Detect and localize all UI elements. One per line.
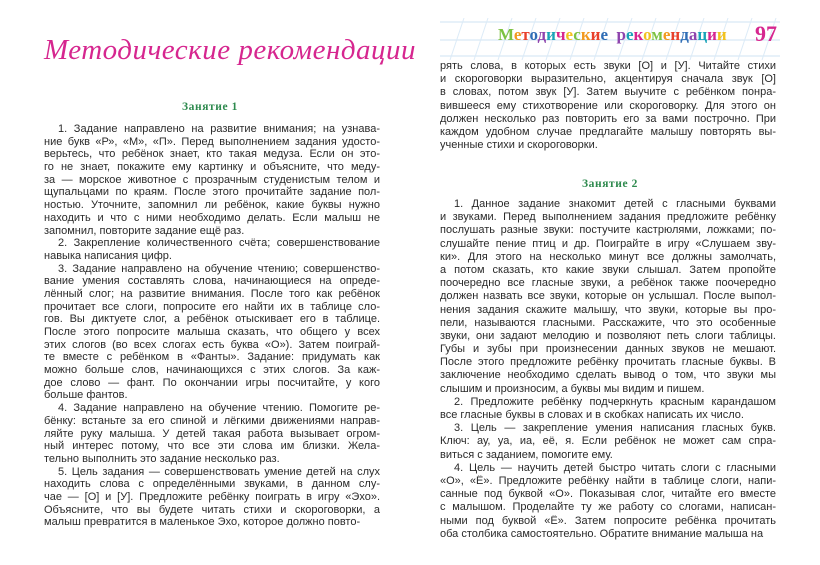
text-line: те вместе с ребёнком в «Фанты». Задание: придумать как: [44, 351, 380, 364]
text-line: «О», «Ё». Предложите ребёнку найти в таблице слоги, напи-: [440, 474, 776, 487]
guide-slant-line: [474, 18, 488, 60]
text-line: Губы и зубы при произнесении данных звуков не мешают.: [440, 343, 776, 356]
header-letter: е: [662, 25, 671, 44]
text-line: чае — [О] и [У]. Предложите ребёнку поиграть в игру «Эхо».: [44, 490, 380, 503]
text-line: запомнил, повторите задание ещё раз.: [44, 224, 245, 237]
header-letter: к: [633, 25, 644, 44]
text-line: ный интерес потому, что все эти слова им близки. Жела-: [44, 440, 380, 453]
header-letter: и: [546, 25, 556, 44]
text-line: находить и что с ними необходимо делать. Если малыш не: [44, 211, 380, 224]
lesson-1-heading: Занятие 1: [181, 101, 239, 113]
paragraph: [44, 402, 380, 465]
text-line: а потом сказать, кто какие звуки слышал. Затем пропойте: [440, 263, 776, 276]
text-line: можно больше слов, начинающихся с этих слогов. За каж-: [44, 364, 380, 377]
header-letter: е: [513, 25, 522, 44]
header-letter: д: [537, 25, 547, 44]
text-line: в словах, потом звук [У]. Затем выучите с ребёнком понра-: [440, 86, 776, 99]
text-line: лённый слог; на развитие внимания. После того как ребёнок: [44, 287, 380, 300]
text-line: поочередно все гласные звуки, а ребёнок также поочередно: [440, 277, 776, 290]
text-line: 4. Цель — научить детей быстро читать слоги с гласными: [454, 461, 776, 474]
text-line: верьтесь, что ребёнок знает, кто такая медуза. Если он это-: [44, 148, 380, 161]
paragraph: [44, 263, 380, 403]
text-line: После этого попросите малыша сказать, что общего у всех: [44, 326, 380, 338]
text-line: пели, называются гласными. Расскажите, что это особенные: [440, 316, 776, 329]
text-line: находить слова с определёнными звуками, в данном слу-: [44, 478, 380, 491]
text-line: 1. Данное задание знакомит детей с гласными буквами: [454, 198, 776, 210]
header-letter: и: [590, 25, 601, 44]
text-line: звуки, они задают мелодию и позволяют петь слоги таблицы.: [440, 329, 776, 342]
text-line: все гласные буквы в словах и в скобках написать их число.: [440, 409, 744, 421]
text-line: послушать разные звуки: постучите кастрюлями, ложками; по-: [440, 224, 776, 237]
text-line: тельно выполнить это задание несколько раз.: [44, 452, 280, 465]
paragraph: [440, 462, 776, 541]
header-letter: н: [670, 25, 681, 44]
header-letter: к: [580, 25, 591, 44]
header-letter: е: [600, 25, 608, 44]
text-line: и скороговорки выразительно, акцентируя сначала звук [О]: [440, 73, 776, 86]
text-line: прочитает все слоги, попросите его найти их в таблице сло-: [44, 300, 380, 313]
text-line: После этого предложите ребёнку прочитать гласные буквы. В: [440, 356, 776, 369]
paragraph: [440, 422, 776, 462]
text-line: бёнку: встаньте за его спиной и лёгкими движениями направ-: [44, 414, 380, 427]
header-letter: о: [529, 25, 538, 44]
header-letter: ц: [697, 25, 708, 44]
paragraph: [44, 237, 380, 262]
text-line: нения задания скажите малышу, что звуки, которые вы про-: [440, 303, 776, 316]
text-line: 3. Задание направлено на обучение чтению; совершенство-: [58, 262, 380, 275]
text-line: гов. Вы диктуете слог, а ребёнок отыскивает его в таблице.: [44, 313, 380, 326]
text-line: 2. Предложите ребёнку подчеркнуть красным карандашом: [454, 395, 776, 408]
text-line: рять слова, в которых есть звуки [О] и [У]. Читайте стихи: [440, 60, 776, 72]
running-header-title: [498, 25, 743, 45]
header-letter: ч: [555, 25, 566, 44]
header-letter: т: [521, 25, 530, 44]
text-line: за — морское животное с прозрачным студенистым телом и: [44, 173, 380, 186]
header-letter: д: [680, 25, 689, 44]
continuation-text: [440, 60, 776, 152]
paragraph: [44, 123, 380, 237]
header-letter: о: [643, 25, 652, 44]
text-line: каждом удобном случае предлагайте малышу повторять вы-: [440, 125, 776, 138]
page-title: Методические рекомендации: [44, 34, 417, 66]
text-line: слышим и произносим, а буквы мы видим и пишем.: [440, 382, 705, 395]
text-line: ки». Для этого на несколько минут все должны замолчать,: [440, 250, 776, 263]
header-letter: и: [716, 25, 727, 44]
text-line: 2. Закрепление количественного счёта; совершенствование: [58, 237, 380, 250]
right-page: [410, 0, 820, 565]
text-line: щупальцами по краям. После этого прочитайте задание пол-: [44, 186, 380, 199]
paragraph: [440, 60, 776, 152]
header-letter: м: [651, 25, 663, 44]
text-line: слушайте пение птиц и др. Поиграйте в игру «Слушаем зву-: [440, 237, 776, 250]
header-letter: и: [707, 25, 717, 44]
text-line: этих слогов (во всех слогах есть буква «О»). Затем поиграй-: [44, 338, 380, 351]
text-line: ученные стихи и скороговорки.: [440, 139, 598, 152]
text-line: 1. Задание направлено на развитие внимания; на узнава-: [58, 123, 380, 135]
text-line: дое слово — фант. По окончании игры посчитайте, у кого: [44, 376, 380, 389]
text-line: ляйте руку малыша. У детей такая работа вызывает огром-: [44, 427, 380, 440]
text-line: 5. Цель задания — совершенствовать умение детей на слух: [58, 465, 380, 478]
header-letter: с: [573, 25, 581, 44]
lesson-2-text: [440, 198, 776, 541]
text-line: навыка написания цифр.: [44, 249, 172, 262]
header-letter: е: [625, 25, 634, 44]
header-letter: е: [565, 25, 574, 44]
text-line: с малышом. Проделайте ту же работу со слогами, написан-: [440, 501, 776, 514]
text-line: 3. Цель — закрепление умения написания гласных букв.: [454, 422, 776, 435]
text-line: Ключ: ау, уа, иа, её, я. Если ребёнок не может сам спра-: [440, 435, 776, 448]
text-line: санные под буквой «О». Показывая слог, читайте его вместе: [440, 488, 776, 501]
text-line: ние букв «Р», «М», «П». Перед выполнением задания удосто-: [44, 135, 380, 148]
text-line: ностью. Уточните, запомнил ли ребёнок, какие буквы нужно: [44, 199, 380, 212]
paragraph: [44, 466, 380, 529]
header-letter: р: [616, 25, 626, 44]
paragraph: [440, 198, 776, 396]
page-number: 97: [755, 21, 777, 46]
text-line: Объясните, что вы будете читать стихи и скороговорки, а: [44, 503, 380, 516]
lesson-1-text: [44, 123, 380, 529]
text-line: вившееся ему стихотворение или скороговорку. Для этого он: [440, 99, 776, 112]
lesson-2-heading: Занятие 2: [581, 178, 639, 190]
guide-slant-line: [450, 18, 464, 60]
header-letter: а: [688, 25, 698, 44]
header-letter: М: [498, 25, 514, 44]
text-line: и звуками. Перед выполнением задания предложите ребёнку: [440, 211, 776, 224]
text-line: больше фантов.: [44, 389, 128, 402]
text-line: должен назвать все звуки, которые он услышал. После выпол-: [440, 290, 776, 303]
text-line: оба столбика самостоятельно. Обратите внимание малыша на: [440, 527, 764, 540]
paragraph: [440, 396, 776, 422]
text-line: должен несколько раз повторить его за вами построчно. При: [440, 112, 776, 125]
text-line: заключение необходимо сделать вывод о том, что звуки мы: [440, 369, 776, 382]
text-line: го не знает, покажите ему картинку и объясните, что меду-: [44, 161, 380, 174]
text-line: виться с заданием, помогите ему.: [440, 448, 613, 461]
text-line: вание умения составлять слова, начинающиеся на опреде-: [44, 275, 380, 288]
text-line: малыш превратится в маленькое Эхо, которое должно повто-: [44, 516, 361, 529]
text-line: ными под буквой «Ё». Затем попросите ребёнка прочитать: [440, 514, 776, 527]
text-line: 4. Задание направлено на обучение чтению. Помогите ре-: [58, 402, 380, 415]
